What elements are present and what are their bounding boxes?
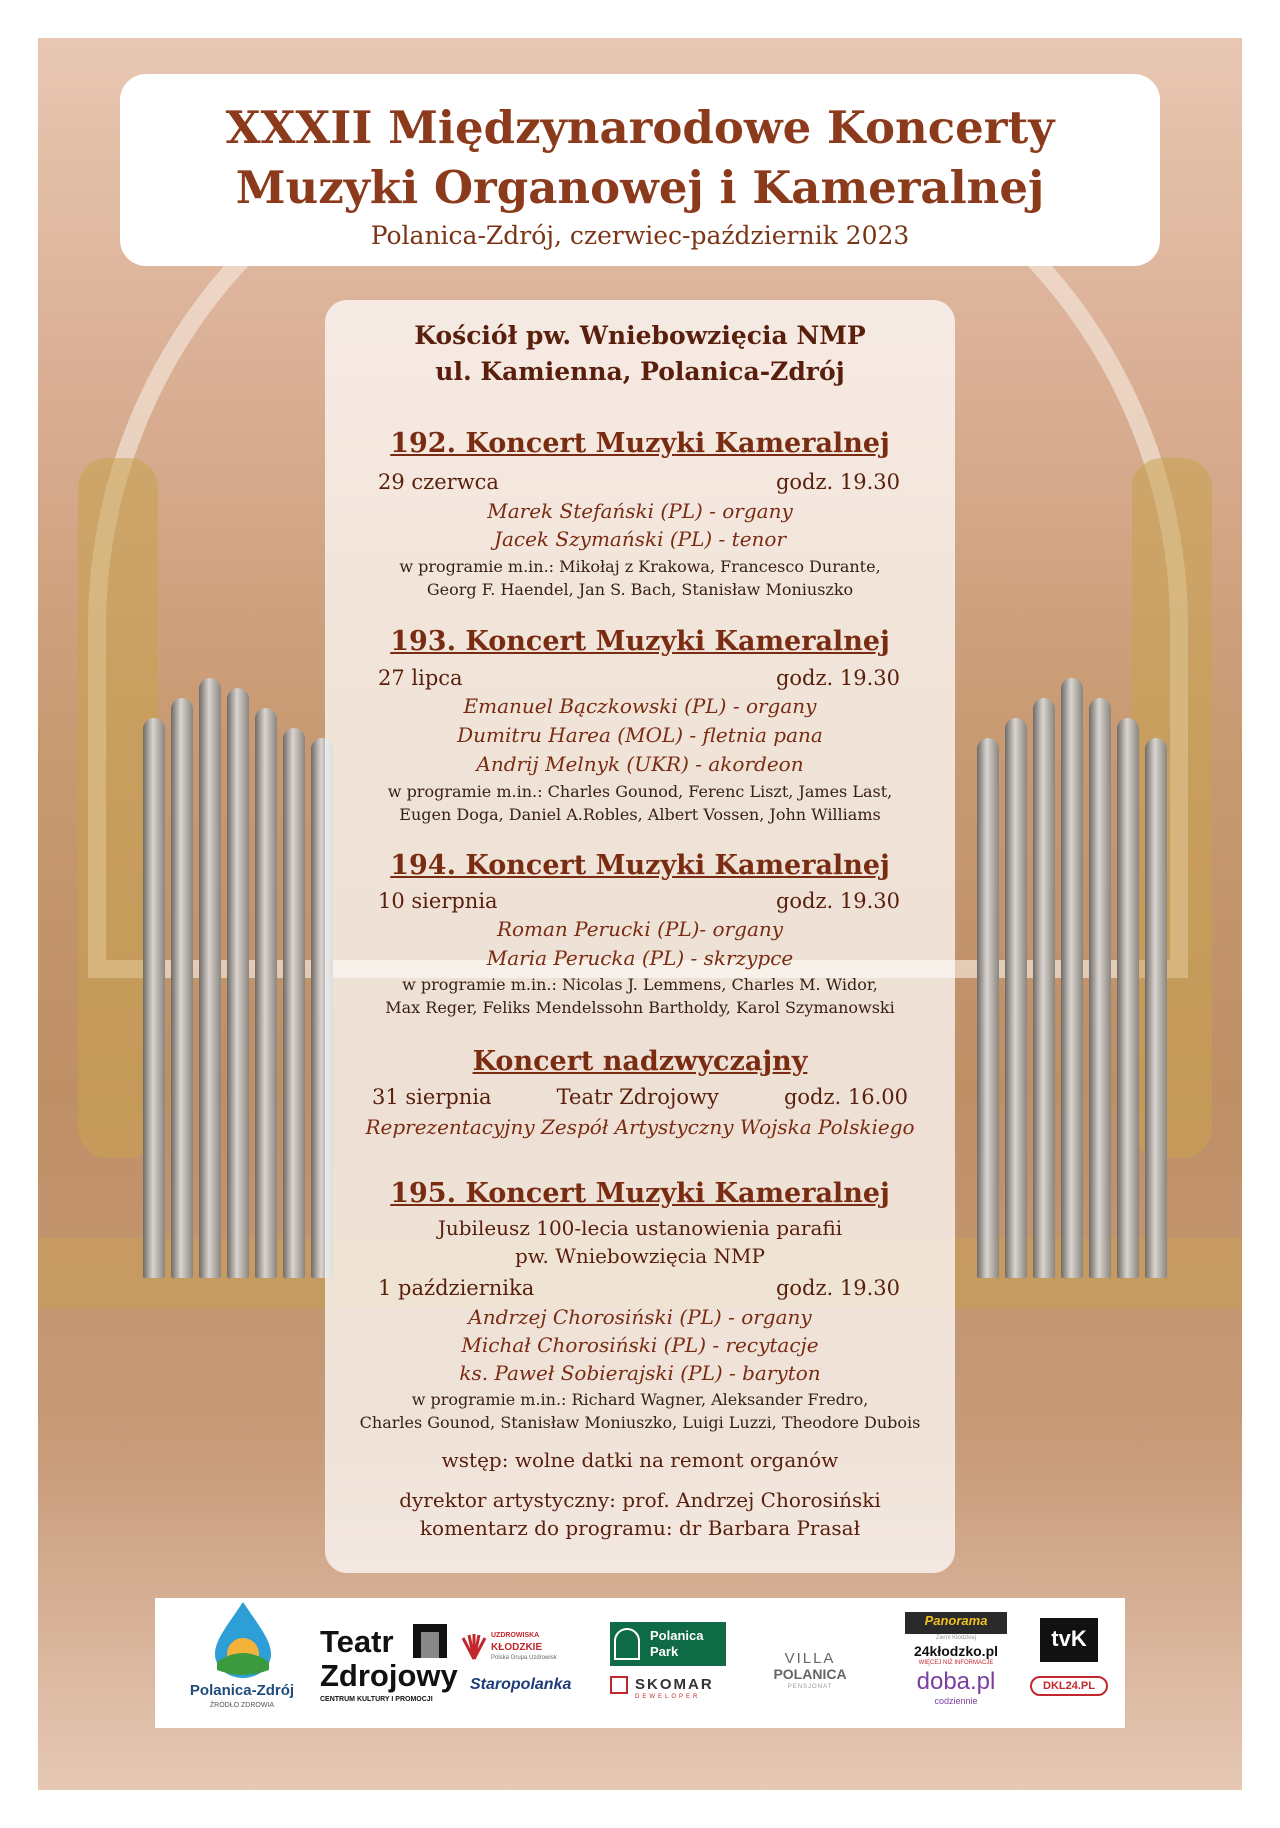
program-text: w programie m.in.: Charles Gounod, Ferenc Liszt, James Last,	[387, 782, 893, 801]
concert-title: 194. Koncert Muzyki Kameralnej	[390, 850, 890, 881]
uzdrowiska-line1: UZDROWISKA	[491, 1632, 540, 1639]
concert-date: 29 czerwca	[378, 470, 499, 494]
concert-date: 1 października	[378, 1276, 535, 1300]
program-text: w programie m.in.: Mikołaj z Krakowa, Francesco Durante,	[399, 557, 881, 576]
festival-subtitle: Polanica-Zdrój, czerwiec-październik 2023	[370, 221, 910, 250]
park-logo-line2: Park	[650, 1644, 679, 1659]
performer: Emanuel Bączkowski (PL) - organy	[463, 694, 817, 718]
concert-time: godz. 19.30	[775, 1276, 900, 1300]
concert-time: godz. 16.00	[783, 1085, 908, 1109]
concert-subtitle: pw. Wniebowzięcia NMP	[515, 1244, 765, 1268]
title-banner	[120, 74, 1160, 266]
program-text: Max Reger, Feliks Mendelssohn Bartholdy, Karol Szymanowski	[385, 998, 895, 1017]
k24-logo: 24kłodzko.pl	[913, 1643, 999, 1659]
polanica-park-logo	[610, 1622, 726, 1666]
concert-subtitle: Jubileusz 100-lecia ustanowienia parafii	[437, 1216, 843, 1240]
organ-pipes-left	[128, 678, 348, 1288]
villa-logo-line1: VILLA	[784, 1650, 836, 1667]
program-text: w programie m.in.: Nicolas J. Lemmens, Charles M. Widor,	[402, 975, 878, 994]
concert-time: godz. 19.30	[775, 889, 900, 913]
performer: Jacek Szymański (PL) - tenor	[493, 527, 787, 551]
venue-name: Kościół pw. Wniebowzięcia NMP	[414, 321, 866, 350]
concert-date-row	[378, 470, 900, 494]
concert-title: Koncert nadzwyczajny	[472, 1046, 808, 1077]
concert-date: 27 lipca	[378, 666, 463, 690]
concert-time: godz. 19.30	[775, 666, 900, 690]
concert-title: 192. Koncert Muzyki Kameralnej	[390, 428, 890, 459]
polanica-drop-logo-icon	[207, 1600, 279, 1680]
skomar-logo: SKOMAR	[635, 1676, 714, 1693]
performer: Andrij Melnyk (UKR) - akordeon	[476, 752, 804, 776]
concert-date-row	[378, 889, 900, 913]
panorama-tag: Ziemi Kłodzkiej	[935, 1635, 977, 1641]
doba-tag: codziennie	[934, 1696, 978, 1706]
festival-title-line1: XXXII Międzynarodowe Koncerty	[225, 101, 1055, 154]
performer: Dumitru Harea (MOL) - fletnia pana	[457, 723, 823, 747]
entry-info: wstęp: wolne datki na remont organów	[441, 1448, 839, 1472]
tvk-logo-text: tvK	[1051, 1626, 1087, 1651]
polanica-logo-name: Polanica-Zdrój	[189, 1682, 295, 1699]
performer: Reprezentacyjny Zespół Artystyczny Wojska Polskiego	[365, 1115, 915, 1139]
park-gate-icon	[614, 1628, 640, 1660]
villa-logo-line2: POLANICA	[773, 1666, 847, 1682]
concert-place: Teatr Zdrojowy	[556, 1085, 719, 1109]
skomar-tag: DEWELOPER	[635, 1694, 701, 1700]
k24-tag: WIĘCEJ NIŻ INFORMACJE	[918, 1660, 994, 1666]
festival-title-line2: Muzyki Organowej i Kameralnej	[235, 161, 1045, 214]
program-text: Georg F. Haendel, Jan S. Bach, Stanisław Moniuszko	[426, 580, 854, 599]
doba-logo: doba.pl	[916, 1668, 996, 1695]
uzdrowiska-line2: KŁODZKIE	[491, 1642, 543, 1653]
staropolanka-logo: Staropolanka	[470, 1676, 572, 1693]
panorama-title: Panorama	[924, 1613, 988, 1628]
concert-date-row	[378, 666, 900, 690]
concert-date: 10 sierpnia	[378, 889, 498, 913]
performer: Roman Perucki (PL)- organy	[496, 917, 784, 941]
performer: ks. Paweł Sobierajski (PL) - baryton	[459, 1361, 821, 1385]
program-text: w programie m.in.: Richard Wagner, Aleksander Fredro,	[411, 1390, 869, 1409]
program-text: Eugen Doga, Daniel A.Robles, Albert Vossen, John Williams	[399, 805, 881, 824]
villa-logo-tag: PENSJONAT	[787, 1684, 833, 1690]
panorama-logo	[905, 1612, 1007, 1634]
performer: Michał Chorosiński (PL) - recytacje	[461, 1333, 819, 1357]
concert-date-row	[378, 1276, 900, 1300]
concert-date: 31 sierpnia	[372, 1085, 492, 1109]
uzdrowiska-sun-icon	[461, 1632, 487, 1660]
performer: Andrzej Chorosiński (PL) - organy	[468, 1305, 812, 1329]
concert-date-row	[372, 1085, 908, 1109]
teatr-logo-square-icon	[413, 1624, 447, 1658]
concert-title: 193. Koncert Muzyki Kameralnej	[390, 626, 890, 657]
performer: Maria Perucka (PL) - skrzypce	[486, 946, 794, 970]
polanica-logo-tag: ŹRÓDŁO ZDROWIA	[209, 1702, 275, 1709]
performer: Marek Stefański (PL) - organy	[487, 499, 793, 523]
program-text: Charles Gounod, Stanisław Moniuszko, Luigi Luzzi, Theodore Dubois	[359, 1413, 921, 1432]
teatr-logo-line2: Zdrojowy	[320, 1658, 458, 1693]
skomar-icon	[610, 1676, 628, 1694]
artistic-director: dyrektor artystyczny: prof. Andrzej Chorosiński	[399, 1488, 881, 1512]
concert-title: 195. Koncert Muzyki Kameralnej	[390, 1178, 890, 1209]
organ-pipes-right	[962, 678, 1182, 1288]
uzdrowiska-line3: Polska Grupa Uzdrowisk	[491, 1655, 557, 1661]
concert-time: godz. 19.30	[775, 470, 900, 494]
teatr-logo-line1: Teatr	[320, 1624, 394, 1659]
venue-address: ul. Kamienna, Polanica-Zdrój	[435, 357, 845, 386]
teatr-logo-tag: CENTRUM KULTURY I PROMOCJI	[320, 1696, 433, 1703]
tvk-logo	[1040, 1618, 1098, 1662]
sponsor-logos-strip	[155, 1598, 1125, 1728]
program-commentary: komentarz do programu: dr Barbara Prasał	[419, 1516, 861, 1540]
park-logo-line1: Polanica	[650, 1628, 704, 1643]
dkl24-logo: DKL24.PL	[1030, 1676, 1108, 1696]
